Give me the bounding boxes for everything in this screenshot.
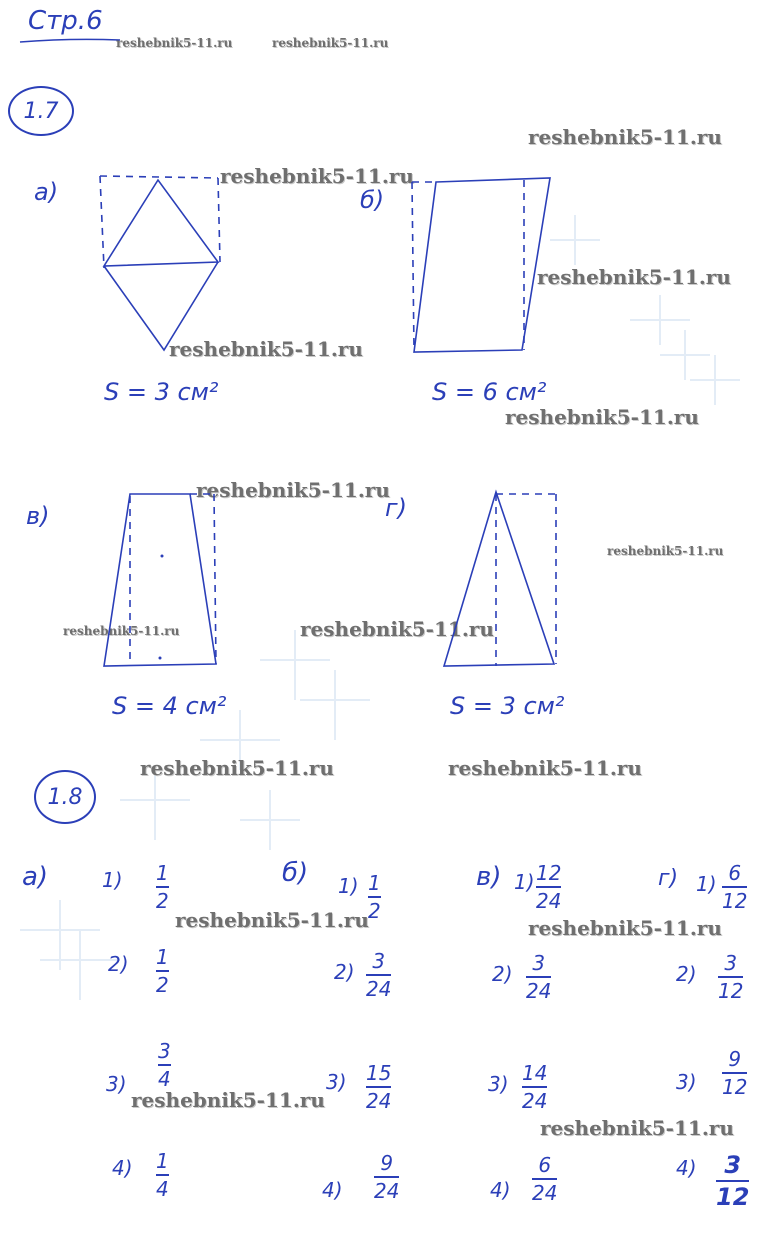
- item-label-a: а): [34, 178, 59, 206]
- fraction: 15 24: [366, 1061, 392, 1113]
- column-label-g: г): [658, 866, 679, 891]
- column-label-b: б): [282, 858, 309, 888]
- task-number-1-7: 1.7: [8, 86, 74, 136]
- fraction: 1 2: [368, 871, 381, 923]
- row-number: 4): [112, 1156, 133, 1180]
- row-number: 3): [488, 1072, 509, 1096]
- fraction: 9 12: [722, 1047, 748, 1099]
- watermark: reshebnik5-11.ru: [528, 916, 722, 940]
- row-number: 4): [676, 1156, 697, 1180]
- fraction: 14 24: [522, 1061, 548, 1113]
- fraction: 12 24: [536, 861, 562, 913]
- watermark: reshebnik5-11.ru: [196, 478, 390, 502]
- fraction: 3 12: [718, 951, 744, 1003]
- row-number: 2): [492, 962, 513, 986]
- watermark: reshebnik5-11.ru: [175, 908, 369, 932]
- page-label: Стр.6: [28, 6, 103, 36]
- area-g: S = 3 см²: [450, 692, 565, 720]
- task-number-1-8: 1.8: [34, 770, 96, 824]
- row-number: 1): [696, 872, 717, 896]
- area-a: S = 3 см²: [104, 378, 219, 406]
- fraction: 1 2: [156, 945, 169, 997]
- watermark: reshebnik5-11.ru: [131, 1088, 325, 1112]
- row-number: 3): [676, 1070, 697, 1094]
- watermark: reshebnik5-11.ru: [448, 756, 642, 780]
- watermark: reshebnik5-11.ru: [505, 405, 699, 429]
- fraction: 6 12: [722, 861, 748, 913]
- fraction: 3 24: [526, 951, 552, 1003]
- fraction: 1 4: [156, 1149, 169, 1201]
- watermark: reshebnik5-11.ru: [537, 265, 731, 289]
- watermark: reshebnik5-11.ru: [220, 164, 414, 188]
- watermark: reshebnik5-11.ru: [116, 36, 233, 50]
- watermark: reshebnik5-11.ru: [300, 617, 494, 641]
- watermark: reshebnik5-11.ru: [528, 125, 722, 149]
- watermark: reshebnik5-11.ru: [272, 36, 389, 50]
- item-label-b: б): [360, 186, 385, 214]
- row-number: 2): [676, 962, 697, 986]
- item-label-v: в): [26, 502, 50, 530]
- fraction: 3 24: [366, 949, 392, 1001]
- watermark: reshebnik5-11.ru: [169, 337, 363, 361]
- area-v: S = 4 см²: [112, 692, 227, 720]
- row-number: 4): [490, 1178, 511, 1202]
- row-number: 2): [108, 952, 129, 976]
- area-b: S = 6 см²: [432, 378, 547, 406]
- row-number: 3): [106, 1072, 127, 1096]
- fraction: 3 4: [158, 1039, 171, 1091]
- row-number: 1): [102, 868, 123, 892]
- fraction: 9 24: [374, 1151, 400, 1203]
- fraction: 1 2: [156, 861, 169, 913]
- watermark: reshebnik5-11.ru: [540, 1116, 734, 1140]
- item-label-g: г): [385, 494, 407, 522]
- row-number: 3): [326, 1070, 347, 1094]
- row-number: 2): [334, 960, 355, 984]
- column-label-a: а): [22, 862, 49, 892]
- fraction: 6 24: [532, 1153, 558, 1205]
- column-label-v: в): [476, 862, 502, 892]
- watermark: reshebnik5-11.ru: [607, 544, 724, 558]
- fraction: 3 12: [716, 1151, 750, 1212]
- row-number: 1): [338, 874, 359, 898]
- watermark: reshebnik5-11.ru: [63, 624, 180, 638]
- row-number: 1): [514, 870, 535, 894]
- watermark: reshebnik5-11.ru: [140, 756, 334, 780]
- row-number: 4): [322, 1178, 343, 1202]
